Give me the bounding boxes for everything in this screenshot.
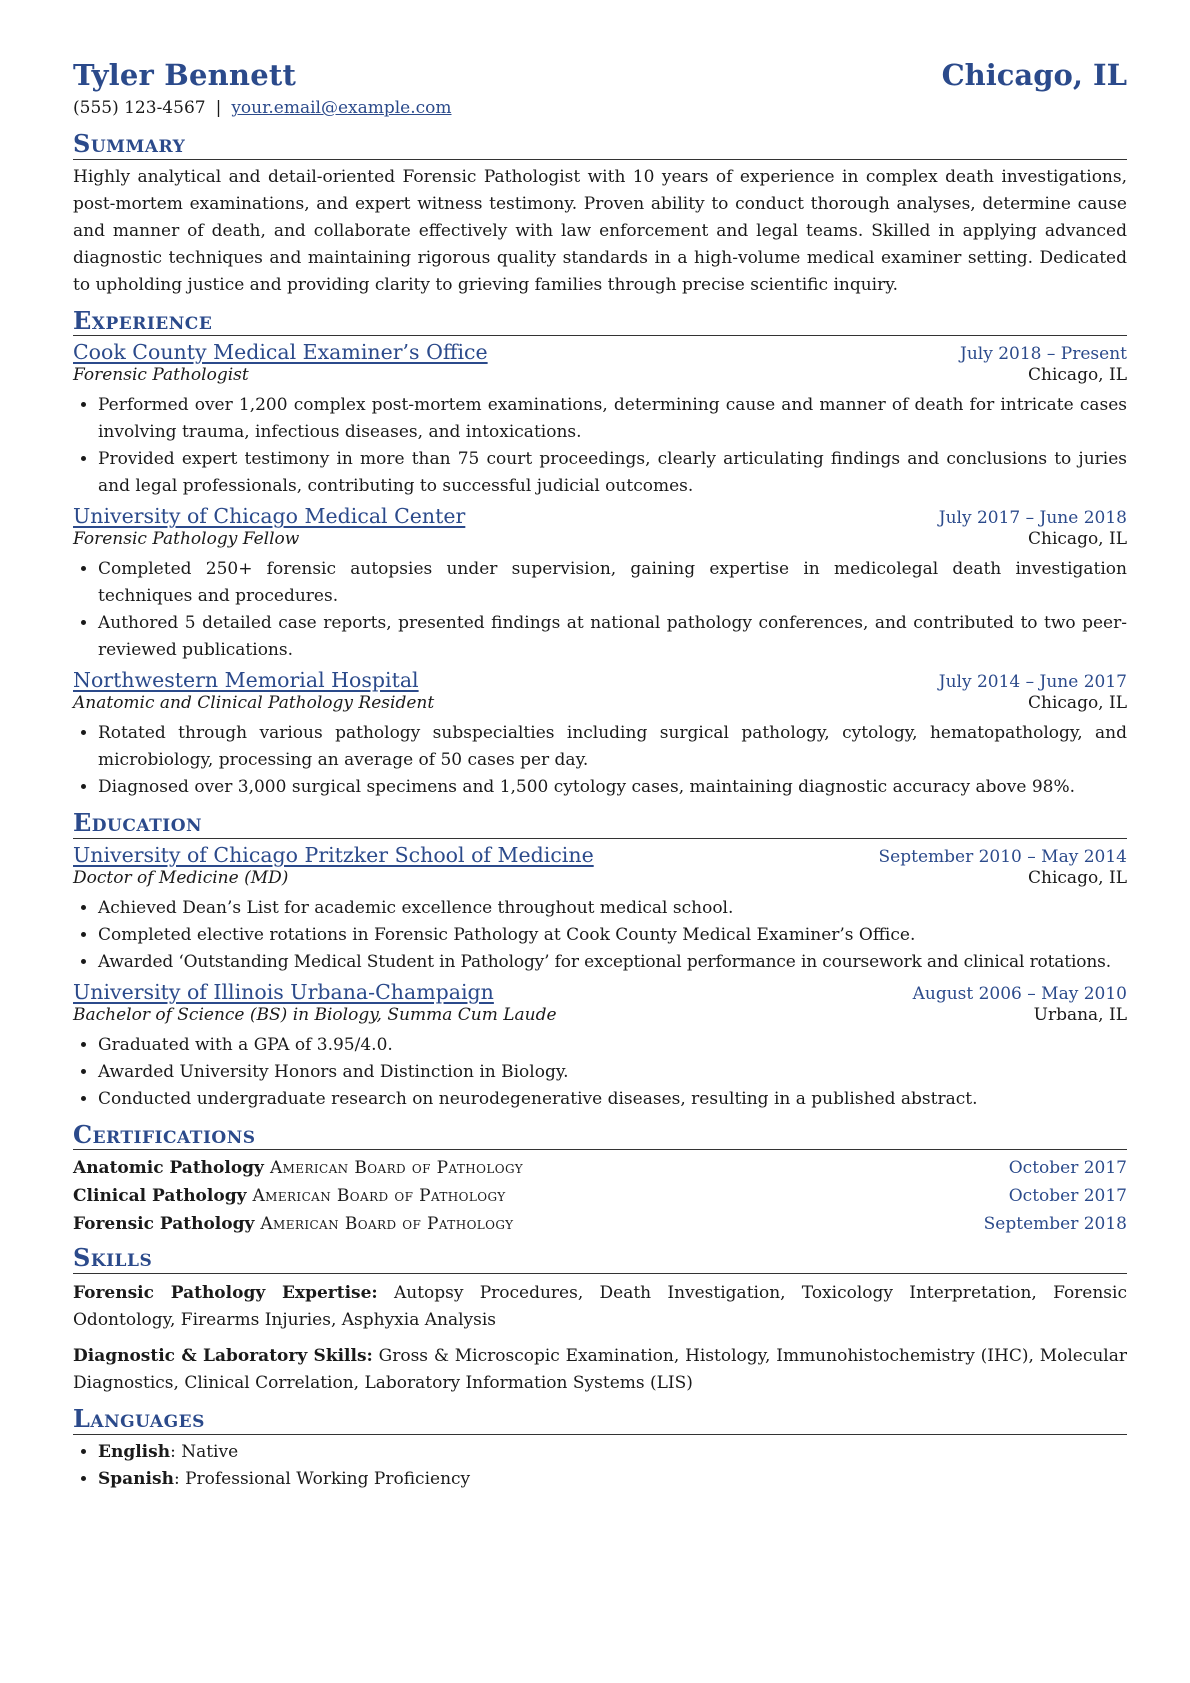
employer-link[interactable]: University of Chicago Medical Center <box>73 504 466 529</box>
bullet-item: • Graduated with a GPA of 3.95/4.0. <box>98 1032 1127 1059</box>
degree: Bachelor of Science (BS) in Biology, Summa Cum Laude <box>73 1004 557 1025</box>
language-item <box>98 1466 1127 1493</box>
education-section <box>73 809 1127 1113</box>
certifications-section <box>73 1121 1127 1239</box>
entry-dates: July 2014 – June 2017 <box>938 672 1127 693</box>
language-level: : Native <box>170 1441 239 1462</box>
certification-issuer: American Board of Pathology <box>252 1186 506 1207</box>
bullet-list <box>73 720 1127 801</box>
bullet-item: • Conducted undergraduate research on neurodegenerative diseases, resulting in a published abstract. <box>98 1086 1127 1113</box>
resume-header <box>73 58 1127 92</box>
bullet-item: • Rotated through various pathology subspecialties including surgical pathology, cytology, hematopathology, and microbiology, processing an average of 50 cases per day. <box>98 720 1127 774</box>
certification-issuer: American Board of Pathology <box>269 1158 524 1179</box>
experience-section <box>73 307 1127 802</box>
languages-section <box>73 1405 1127 1493</box>
skill-group <box>73 1343 1127 1397</box>
bullet-list <box>73 392 1127 500</box>
language-list <box>73 1439 1127 1493</box>
entry-dates: August 2006 – May 2010 <box>912 983 1127 1004</box>
entry-location: Chicago, IL <box>1028 365 1127 386</box>
entry-dates: September 2010 – May 2014 <box>878 846 1127 867</box>
skill-group <box>73 1280 1127 1334</box>
skill-group-text: Autopsy Procedures, Death Investigation, Toxicology Interpretation, Forensic Odontology, Firearms Injuries, Asphyxia Analysis <box>73 1282 1127 1330</box>
school-link[interactable]: University of Illinois Urbana-Champaign <box>73 979 494 1004</box>
summary-text: Highly analytical and detail-oriented Forensic Pathologist with 10 years of experience in complex death investigations, post-mortem examinations, and expert witness testimony. Proven ability to conduct thorough analyses, determine cause and manner of death, and collaborate effectively with law enforcement and legal teams. Skilled in applying advanced diagnostic techniques and maintaining rigorous quality standards in a high-volume medical examiner setting. Dedicated to upholding justice and providing clarity to grieving families through precise scientific inquiry. <box>73 166 1127 295</box>
employer-link[interactable]: Northwestern Memorial Hospital <box>73 668 419 693</box>
certification-name: Anatomic Pathology <box>73 1158 264 1179</box>
certification-name: Forensic Pathology <box>73 1214 255 1235</box>
bullet-list <box>73 556 1127 664</box>
skills-section <box>73 1244 1127 1397</box>
experience-entry <box>73 340 1127 500</box>
summary-section <box>73 130 1127 299</box>
language-name: English <box>98 1441 171 1462</box>
job-title: Forensic Pathologist <box>73 365 249 386</box>
experience-entry <box>73 504 1127 664</box>
employer-link[interactable]: Cook County Medical Examiner’s Office <box>73 340 488 365</box>
skill-group-text: Gross & Microscopic Examination, Histology, Immunohistochemistry (IHC), Molecular Diagnostics, Clinical Correlation, Laboratory Information Systems (LIS) <box>73 1345 1128 1393</box>
language-name: Spanish <box>98 1468 174 1489</box>
bullet-item: • Diagnosed over 3,000 surgical specimens and 1,500 cytology cases, maintaining diagnostic accuracy above 98%. <box>98 774 1127 801</box>
bullet-item: • Provided expert testimony in more than 75 court proceedings, clearly articulating findings and conclusions to juries and legal professionals, contributing to successful judicial outcomes. <box>98 446 1127 500</box>
education-entry <box>73 843 1127 976</box>
certification-row <box>73 1182 1127 1210</box>
section-title-languages: Languages <box>73 1405 1127 1435</box>
skill-group-label: Forensic Pathology Expertise: <box>73 1282 378 1303</box>
bullet-item: • Achieved Dean’s List for academic excellence throughout medical school. <box>98 895 1127 922</box>
job-title: Anatomic and Clinical Pathology Resident <box>73 693 435 714</box>
section-title-skills: Skills <box>73 1244 1127 1274</box>
job-title: Forensic Pathology Fellow <box>73 529 300 550</box>
email-link[interactable]: your.email@example.com <box>231 98 452 118</box>
candidate-name: Tyler Bennett <box>73 58 297 92</box>
section-title-education: Education <box>73 809 1127 839</box>
candidate-location: Chicago, IL <box>941 58 1127 92</box>
bullet-item: • Awarded ‘Outstanding Medical Student in Pathology’ for exceptional performance in coursework and clinical rotations. <box>98 949 1127 976</box>
bullet-list <box>73 895 1127 976</box>
language-item <box>98 1439 1127 1466</box>
bullet-item: • Authored 5 detailed case reports, presented findings at national pathology conferences, and contributed to two peer-reviewed publications. <box>98 610 1127 664</box>
entry-dates: July 2018 – Present <box>960 344 1127 365</box>
bullet-item: • Completed 250+ forensic autopsies under supervision, gaining expertise in medicolegal death investigation techniques and procedures. <box>98 556 1127 610</box>
entry-location: Urbana, IL <box>1033 1004 1127 1025</box>
phone-number: (555) 123-4567 <box>73 98 206 118</box>
certification-name: Clinical Pathology <box>73 1186 247 1207</box>
section-title-certifications: Certifications <box>73 1121 1127 1151</box>
experience-entry <box>73 668 1127 801</box>
degree: Doctor of Medicine (MD) <box>73 867 289 888</box>
certification-row <box>73 1154 1127 1182</box>
education-entry <box>73 980 1127 1113</box>
entry-location: Chicago, IL <box>1028 867 1127 888</box>
certification-date: October 2017 <box>1008 1186 1127 1207</box>
bullet-item: • Awarded University Honors and Distinction in Biology. <box>98 1059 1127 1086</box>
bullet-item: • Performed over 1,200 complex post-mortem examinations, determining cause and manner of death for intricate cases involving trauma, infectious diseases, and intoxications. <box>98 392 1127 446</box>
bullet-list <box>73 1032 1127 1113</box>
skill-group-label: Diagnostic & Laboratory Skills: <box>73 1345 373 1366</box>
school-link[interactable]: University of Chicago Pritzker School of Medicine <box>73 842 594 867</box>
resume-page <box>73 58 1127 1493</box>
contact-separator: | <box>215 98 222 118</box>
certification-date: September 2018 <box>983 1214 1127 1235</box>
entry-location: Chicago, IL <box>1028 529 1127 550</box>
contact-line <box>73 98 1127 118</box>
section-title-experience: Experience <box>73 307 1127 337</box>
bullet-item: • Completed elective rotations in Forensic Pathology at Cook County Medical Examiner’s Office. <box>98 922 1127 949</box>
entry-dates: July 2017 – June 2018 <box>938 508 1127 529</box>
certification-row <box>73 1210 1127 1238</box>
section-title-summary: Summary <box>73 130 1127 160</box>
entry-location: Chicago, IL <box>1028 693 1127 714</box>
certification-date: October 2017 <box>1008 1158 1127 1179</box>
certification-issuer: American Board of Pathology <box>260 1214 514 1235</box>
language-level: : Professional Working Proficiency <box>173 1468 471 1489</box>
